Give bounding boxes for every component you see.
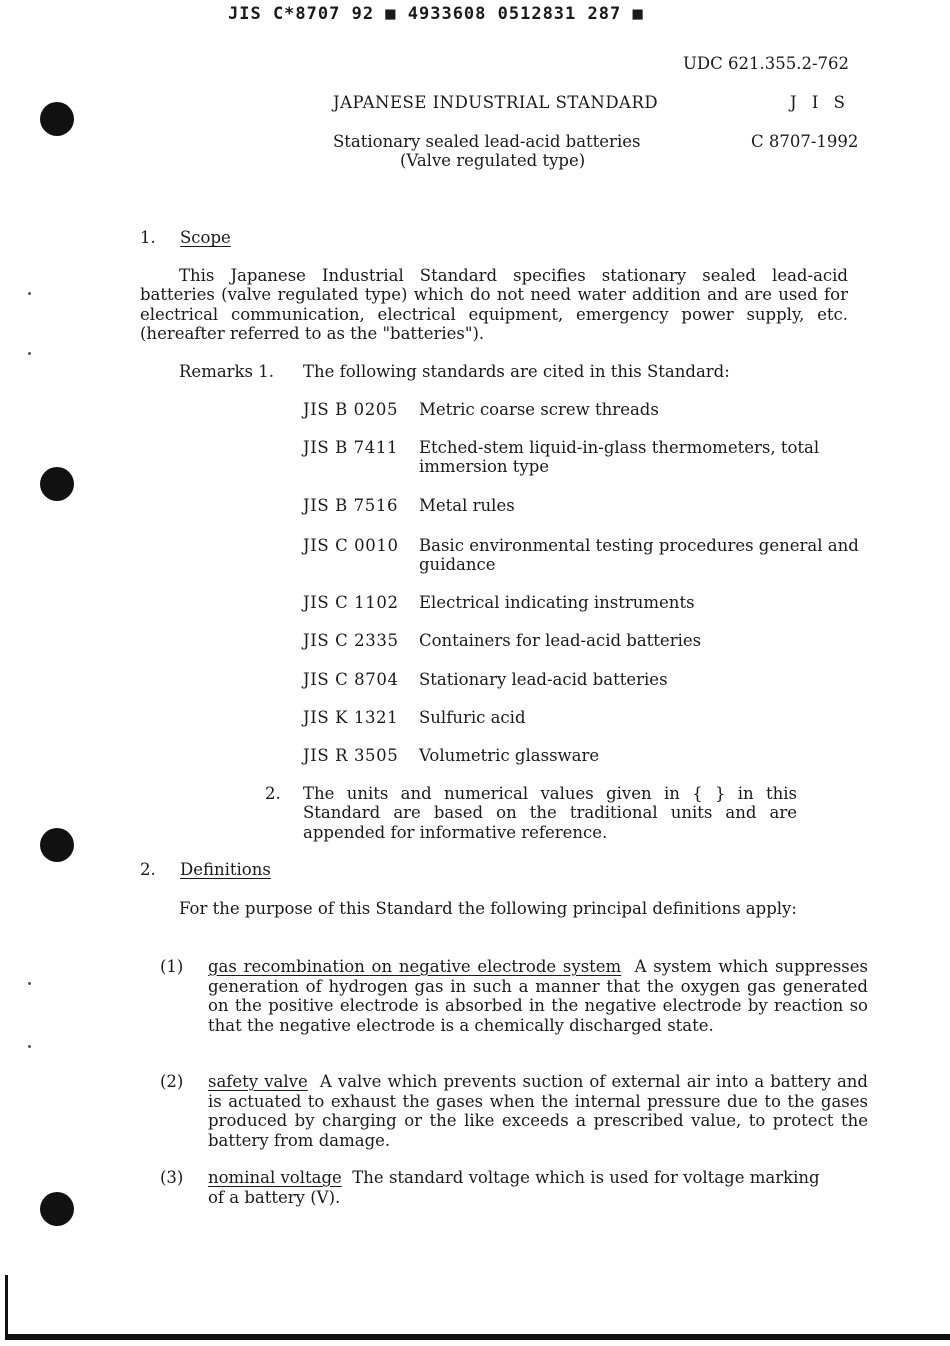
punch-hole [40, 828, 74, 862]
reference-code: JIS K 1321 [303, 708, 399, 727]
punch-hole [40, 102, 74, 136]
definition-text: A valve which prevents suction of external air into a battery and is actuated to exhaust the gases when the internal pressure due to the gases produced by charging or the like exceeds a prescribed value, to protect the battery from damage. [208, 1072, 868, 1150]
definition-text: The standard voltage which is used for voltage marking of a battery (V). [208, 1168, 820, 1207]
reference-code: JIS B 0205 [303, 400, 399, 419]
reference-code: JIS R 3505 [303, 746, 399, 765]
reference-title: Containers for lead-acid batteries [419, 631, 702, 650]
reference-title: Stationary lead-acid batteries [419, 670, 668, 689]
remark-2-text: The units and numerical values given in { } in this Standard are based on the traditional units and are appended for informative reference. [303, 784, 797, 842]
definition-term: gas recombination on negative electrode system [208, 957, 622, 976]
punch-hole [40, 467, 74, 501]
definition-item [208, 957, 868, 1035]
scan-speck [28, 292, 31, 295]
scan-border-bottom [5, 1334, 950, 1340]
reference-code: JIS C 1102 [303, 593, 399, 612]
reference-title: Electrical indicating instruments [419, 593, 695, 612]
section-2-heading [140, 860, 271, 879]
section-title: Scope [180, 228, 231, 247]
reference-title: Volumetric glassware [419, 746, 600, 765]
standard-number: C 8707-1992 [751, 132, 859, 151]
reference-code: JIS B 7411 [303, 438, 399, 457]
definition-number: (3) [160, 1168, 184, 1187]
reference-code: JIS C 0010 [303, 536, 399, 555]
remark-2-label: 2. [265, 784, 281, 803]
definition-item [208, 1168, 828, 1207]
definition-text: A system which suppresses generation of hydrogen gas in such a manner that the oxygen gas generated on the positive electrode is absorbed in the negative electrode by reaction so that the negative electrode is a chemically discharged state. [208, 957, 868, 1035]
jis-mark: J I S [790, 93, 850, 112]
organization-title: JAPANESE INDUSTRIAL STANDARD [333, 93, 659, 112]
reference-title: Metal rules [419, 496, 515, 515]
reference-title: Sulfuric acid [419, 708, 526, 727]
section-number: 2. [140, 860, 156, 879]
definition-item [208, 1072, 868, 1150]
definition-term: nominal voltage [208, 1168, 342, 1187]
definitions-intro: For the purpose of this Standard the following principal definitions apply: [179, 899, 797, 918]
remarks-label: Remarks 1. [179, 362, 275, 381]
document-title-line1: Stationary sealed lead-acid batteries [333, 132, 641, 151]
reference-code: JIS B 7516 [303, 496, 399, 515]
section-number: 1. [140, 228, 156, 247]
reference-title: Metric coarse screw threads [419, 400, 659, 419]
document-title-line2: (Valve regulated type) [400, 151, 586, 170]
section-title: Definitions [180, 860, 271, 879]
section-1-heading [140, 228, 231, 247]
definition-term: safety valve [208, 1072, 308, 1091]
remarks-intro: The following standards are cited in this Standard: [303, 362, 730, 381]
scan-speck [28, 1045, 31, 1048]
definition-number: (2) [160, 1072, 184, 1091]
punch-hole [40, 1192, 74, 1226]
reference-code: JIS C 8704 [303, 670, 399, 689]
scan-speck [28, 352, 31, 355]
udc-number: UDC 621.355.2-762 [683, 54, 850, 73]
scan-border-left [5, 1275, 8, 1337]
scope-paragraph: This Japanese Industrial Standard specifies stationary sealed lead-acid batteries (valve regulated type) which do not need water addition and are used for electrical communication, electrical equipment, emergency power supply, etc. (hereafter referred to as the "batteries"). [140, 266, 848, 343]
scan-speck [28, 982, 31, 985]
reference-title: Etched-stem liquid-in-glass thermometers, total immersion type [419, 438, 820, 477]
definition-number: (1) [160, 957, 184, 976]
barcode-line: JIS C*8707 92 ■ 4933608 0512831 287 ■ [228, 4, 644, 24]
reference-code: JIS C 2335 [303, 631, 399, 650]
reference-title: Basic environmental testing procedures general and guidance [419, 536, 859, 575]
